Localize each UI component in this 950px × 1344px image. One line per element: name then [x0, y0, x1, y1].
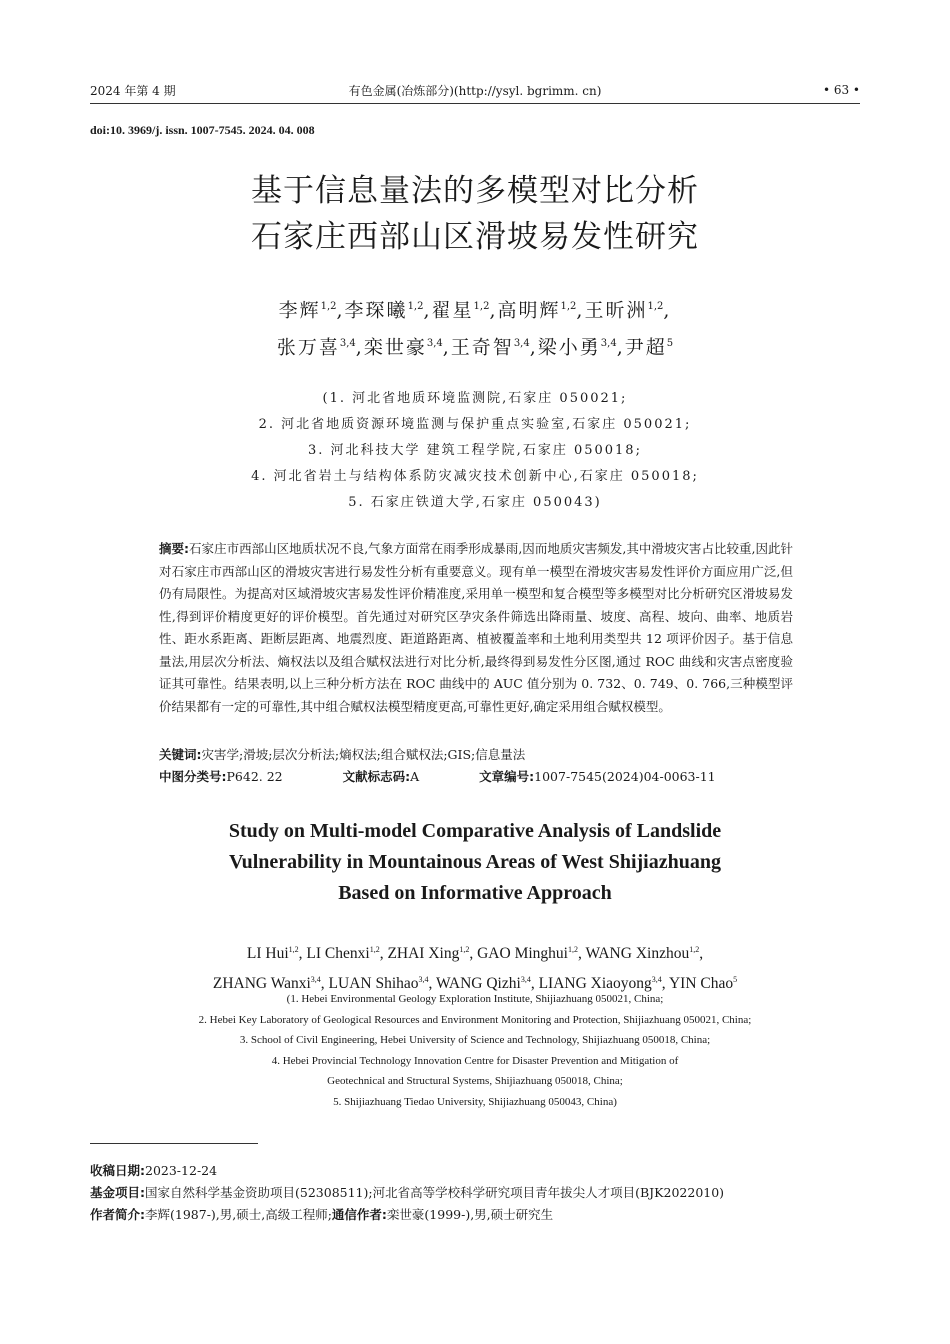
en-title: [0, 816, 950, 909]
zh-affiliation: 2. 河北省地质资源环境监测与保护重点实验室,石家庄 050021;: [258, 417, 692, 432]
zh-author: 王奇智: [450, 336, 514, 359]
zh-author: 王昕洲: [584, 299, 648, 322]
page-number: • 63 •: [822, 83, 860, 97]
received-value: 2023-12-24: [145, 1163, 218, 1178]
funding: [90, 1182, 860, 1204]
zh-author-line1: 李辉$^{1,2}$,李琛曦$^{1,2}$,翟星$^{1,2}$,高明辉$^{1,2}$,王昕洲$^{1,2}$,: [278, 299, 672, 322]
zh-author: 梁小勇: [537, 336, 601, 359]
clc-value: P642. 22: [226, 769, 283, 784]
en-author: LIANG Xiaoyong: [538, 975, 652, 993]
en-affiliation: 2. Hebei Key Laboratory of Geological Resources and Environment Monitoring and Protection, Shijiazhuang 050021, China;: [198, 1013, 752, 1026]
abstract-label: 摘要:: [159, 541, 190, 556]
zh-author: 高明辉: [497, 299, 561, 322]
zh-author-affil: 3,4: [426, 338, 443, 350]
en-author: ZHAI Xing: [387, 945, 460, 963]
en-author: WANG Qizhi: [436, 975, 521, 993]
fund-label: 基金项目:: [90, 1185, 145, 1200]
doi[interactable]: doi:10. 3969/j. issn. 1007-7545. 2024. 04. 008: [90, 123, 315, 137]
en-author-affil: 3,4: [418, 975, 429, 985]
en-author-affil: 1,2: [288, 945, 299, 954]
article-number: [479, 767, 715, 787]
corresponding-value: 栾世豪(1999-),男,硕士研究生: [386, 1207, 554, 1222]
zh-affiliation: (1. 河北省地质环境监测院,石家庄 050021;: [322, 391, 628, 406]
en-author-line2: ZHANG Wanxi$^{3,4}$, LUAN Shihao$^{3,4}$, WANG Qizhi$^{3,4}$, LIANG Xiaoyong$^{3,4}$, YIN Chao$^5$: [212, 975, 738, 993]
abstract-text: 石家庄市西部山区地质状况不良,气象方面常在雨季形成暴雨,因而地质灾害频发,其中滑坡灾害占比较重,因此针对石家庄市西部山区的滑坡灾害进行易发性分析有重要意义。现有单一模型在滑坡灾害易发性评价方面应用广泛,但仍有局限性。为提高对区域滑坡灾害易发性评价精准度,采用单一模型和复合模型等多模型对比分析研究区滑坡易发性,得到评价精度更好的评价模型。首先通过对研究区孕灾条件筛选出降雨量、坡度、高程、坡向、曲率、地质岩性、距水系距离、距断层距离、地震烈度、距道路距离、植被覆盖率和土地利用类型共 12 项评价因子。基于信息量法,用层次分析法、熵权法以及组合赋权法进行对比分析,最终得到易发性分区图,通过 ROC 曲线和灾害点密度验证其可靠性。结果表明,以上三种分析方法在 ROC 曲线中的 AUC 值分别为 0. 732、0. 749、0. 766,三种模型评价结果都有一定的可靠性,其中组合赋权法模型精度更高,可靠性更好,确定采用组合赋权模型。: [159, 541, 793, 714]
header-rule: [90, 103, 860, 104]
zh-author-affil: 3,4: [600, 338, 617, 350]
zh-author-affil: 3,4: [513, 338, 530, 350]
en-author: LI Hui: [246, 945, 289, 963]
en-affiliation: (1. Hebei Environmental Geology Exploration Institute, Shijiazhuang 050021, China;: [286, 993, 664, 1005]
en-author-affil: 3,4: [310, 975, 321, 985]
zh-title-line1: 基于信息量法的多模型对比分析: [251, 173, 699, 209]
en-title-line1: Study on Multi-model Comparative Analysis of Landslide: [228, 820, 722, 842]
doc-label: 文献标志码:: [342, 769, 411, 784]
keywords-label: 关键词:: [159, 747, 202, 762]
en-affiliation: 3. School of Civil Engineering, Hebei University of Science and Technology, Shijiazhuang 050018, China;: [239, 1034, 711, 1046]
zh-author: 李琛曦: [344, 299, 408, 322]
running-header: [90, 80, 860, 100]
zh-affiliation: 5. 石家庄铁道大学,石家庄 050043): [348, 495, 602, 510]
keywords-text: 灾害学;滑坡;层次分析法;熵权法;组合赋权法;GIS;信息量法: [201, 747, 526, 762]
keywords: [159, 745, 793, 765]
clc-number: [159, 767, 283, 787]
en-title-line3: Based on Informative Approach: [338, 882, 612, 904]
received-date: [90, 1160, 860, 1182]
journal-name: 有色金属(冶炼部分)(http://ysyl. bgrimm. cn): [348, 83, 602, 98]
en-author: LI Chenxi: [306, 945, 370, 963]
en-affiliation: 5. Shijiazhuang Tiedao University, Shijiazhuang 050043, China): [333, 1095, 617, 1108]
zh-author: 翟星: [431, 299, 474, 322]
article-value: 1007-7545(2024)04-0063-11: [534, 769, 716, 784]
issue-label: 2024 年第 4 期: [90, 83, 176, 98]
en-author-affil: 3,4: [520, 975, 531, 985]
en-author-affil: 3,4: [651, 975, 662, 985]
fund-value: 国家自然科学基金资助项目(52308511);河北省高等学校科学研究项目青年拔尖人才项目(BJK2022010): [145, 1185, 725, 1200]
en-author-affil: 1,2: [567, 945, 578, 954]
zh-author-list: [0, 290, 950, 365]
zh-author-affil: 1,2: [473, 301, 490, 312]
zh-abstract: [159, 538, 793, 718]
en-author: WANG Xinzhou: [585, 945, 690, 963]
received-label: 收稿日期:: [90, 1163, 145, 1178]
en-affiliations: [0, 989, 950, 1112]
zh-author: 栾世豪: [363, 336, 427, 359]
en-author: GAO Minghui: [477, 945, 568, 963]
corresponding-label: 通信作者:: [331, 1207, 387, 1222]
zh-author: 张万喜: [276, 336, 340, 359]
classification-row: [159, 767, 793, 787]
en-author-affil: 5: [733, 975, 738, 985]
zh-affiliations: [0, 386, 950, 516]
author-bio-label: 作者简介:: [90, 1207, 145, 1222]
en-title-line2: Vulnerability in Mountainous Areas of West Shijiazhuang: [229, 851, 721, 873]
zh-author: 尹超: [624, 336, 667, 359]
zh-author-affil: 3,4: [339, 338, 356, 350]
zh-title: [0, 168, 950, 260]
en-author: LUAN Shihao: [328, 975, 419, 993]
zh-title-line2: 石家庄西部山区滑坡易发性研究: [251, 219, 699, 255]
footnotes: [90, 1160, 860, 1226]
zh-affiliation: 3. 河北科技大学 建筑工程学院,石家庄 050018;: [308, 443, 642, 458]
zh-author: 李辉: [278, 299, 321, 322]
en-author-line1: LI Hui$^{1,2}$, LI Chenxi$^{1,2}$, ZHAI Xing$^{1,2}$, GAO Minghui$^{1,2}$, WANG Xinzhou$^{1,2}$,: [246, 945, 704, 963]
author-bio: [90, 1204, 860, 1226]
zh-author-affil: 1,2: [647, 301, 664, 312]
en-author-affil: 1,2: [459, 945, 470, 954]
en-affiliation: 4. Hebei Provincial Technology Innovation Centre for Disaster Prevention and Mitigation of: [271, 1054, 679, 1067]
en-author: YIN Chao: [668, 975, 734, 993]
zh-affiliation: 4. 河北省岩土与结构体系防灾减灾技术创新中心,石家庄 050018;: [251, 469, 699, 484]
en-author-affil: 1,2: [689, 945, 700, 954]
document-code: [343, 767, 420, 787]
author-bio-value: 李辉(1987-),男,硕士,高级工程师;: [145, 1207, 332, 1222]
en-affiliation: Geotechnical and Structural Systems, Shijiazhuang 050018, China;: [327, 1075, 623, 1087]
zh-author-affil: 1,2: [407, 301, 424, 312]
footnote-rule: [90, 1143, 258, 1144]
doc-value: A: [410, 769, 420, 784]
zh-author-affil: 1,2: [560, 301, 577, 312]
zh-author-affil: 1,2: [320, 301, 337, 312]
clc-label: 中图分类号:: [159, 769, 227, 784]
zh-author-affil: 5: [666, 338, 674, 350]
en-author-affil: 1,2: [369, 945, 380, 954]
article-label: 文章编号:: [479, 769, 535, 784]
zh-author-line2: 张万喜$^{3,4}$,栾世豪$^{3,4}$,王奇智$^{3,4}$,梁小勇$^{3,4}$,尹超$^5$: [276, 336, 674, 359]
en-author: ZHANG Wanxi: [212, 975, 311, 993]
